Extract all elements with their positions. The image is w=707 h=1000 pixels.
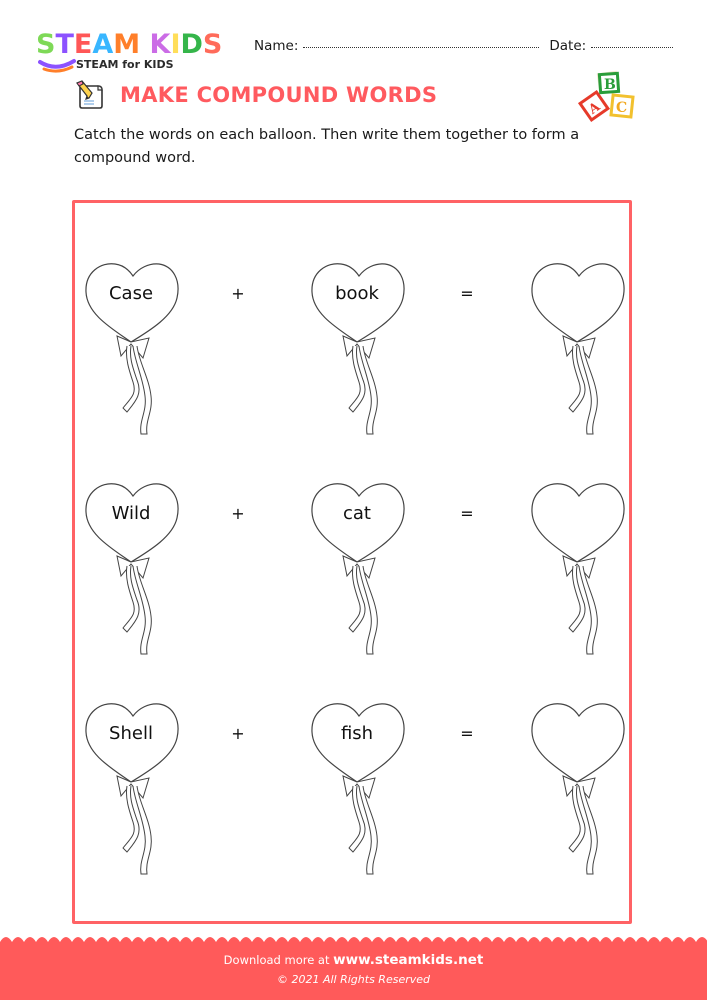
worksheet-title: MAKE COMPOUND WORDS [120,83,438,107]
svg-text:C: C [616,100,628,116]
equals-sign: = [460,504,474,523]
name-label: Name: [254,38,299,54]
balloon-word: Case [108,283,154,304]
balloon-word: cat [343,503,371,524]
logo-letter: I [170,29,181,60]
heart-balloon-icon [527,478,637,678]
date-label: Date: [549,38,587,54]
balloon-word: book [335,283,379,304]
second-word-balloon [307,258,417,458]
logo-letter: S [202,29,223,60]
date-field[interactable] [591,46,673,48]
footer-bar [0,942,707,1000]
svg-text:A: A [586,99,604,118]
logo-swoosh-icon [38,58,78,74]
name-field[interactable] [303,46,539,48]
answer-balloon[interactable] [527,258,637,458]
first-word-balloon [81,258,191,458]
plus-sign: + [231,724,245,743]
heart-balloon-icon [527,258,637,458]
logo-letter: M [113,29,141,60]
logo-letter: T [55,29,74,60]
website-link[interactable]: www.steamkids.net [333,952,484,968]
copyright-text: © 2021 All Rights Reserved [276,973,430,986]
logo-wordmark [36,30,222,60]
logo-letter: S [36,29,56,60]
first-word-balloon [81,698,191,898]
logo-subtitle: STEAM for KIDS [76,58,174,71]
svg-text:B: B [604,77,616,93]
footer-download-line [0,952,707,968]
equals-sign: = [460,724,474,743]
answer-balloon[interactable] [527,478,637,678]
name-date-line [254,38,679,54]
answer-balloon[interactable] [527,698,637,898]
logo-letter [140,29,149,60]
logo-letter: D [180,29,203,60]
plus-sign: + [231,284,245,303]
first-word-balloon [81,478,191,678]
worksheet-title-row [74,80,437,110]
abc-blocks-icon [576,68,642,126]
plus-sign: + [231,504,245,523]
pencil-paper-icon [74,80,106,110]
second-word-balloon [307,478,417,678]
heart-balloon-icon [527,698,637,898]
steam-kids-logo [36,30,236,74]
balloon-word: fish [340,723,374,744]
logo-letter: A [92,29,114,60]
balloon-word: Shell [109,723,153,744]
equals-sign: = [460,284,474,303]
second-word-balloon [307,698,417,898]
balloon-word: Wild [111,503,151,524]
logo-letter: K [149,29,171,60]
download-prefix: Download more at [223,953,330,967]
logo-letter: E [73,29,93,60]
instructions-text: Catch the words on each balloon. Then write them together to form a compound word. [74,127,580,166]
